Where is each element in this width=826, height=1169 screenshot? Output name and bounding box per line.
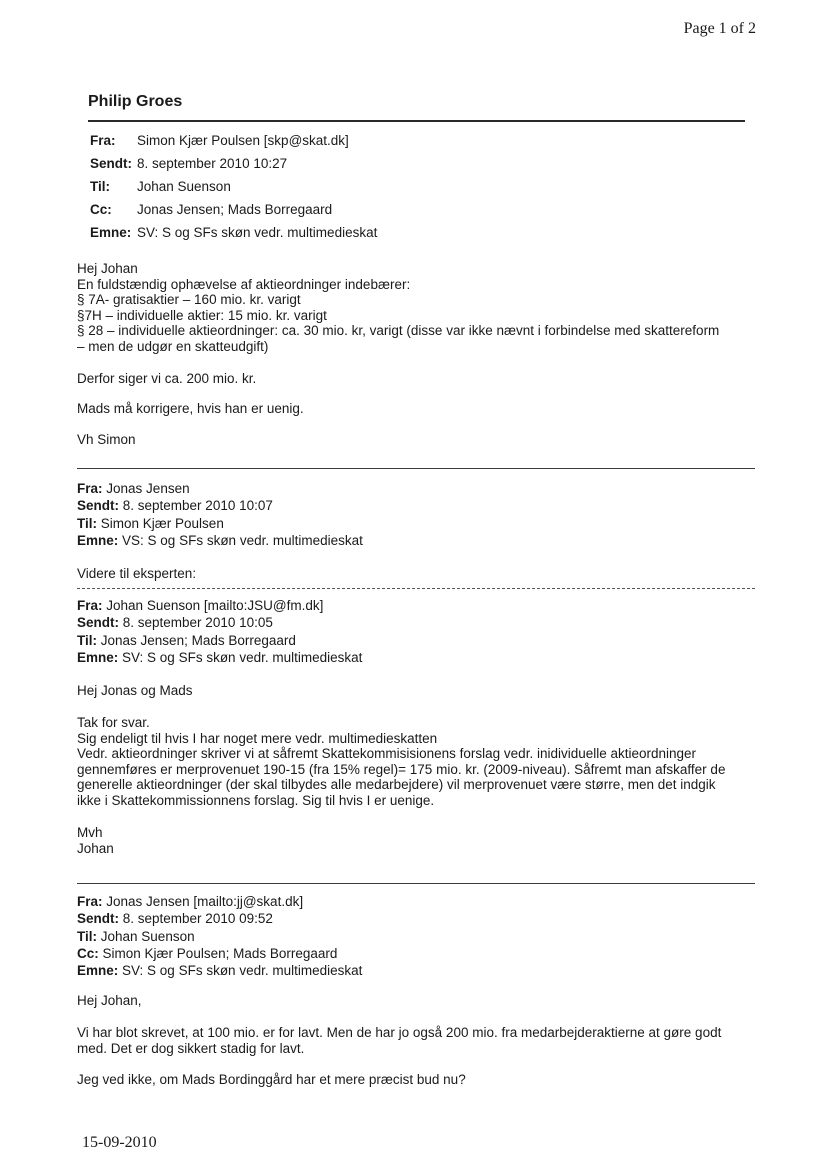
message3-signoff — [77, 825, 757, 856]
message-divider — [77, 468, 755, 469]
message3-headers — [77, 597, 362, 666]
header-key: Til: — [77, 515, 97, 531]
body-line: gennemføres er merprovenuet 190-15 (fra 15% regel)= 175 mio. kr. (2009-niveau). Såfremt man afskaffer de — [77, 761, 726, 777]
sender-mailto-link[interactable]: Johan Suenson [mailto:JSU@fm.dk] — [106, 598, 324, 613]
header-value: Jonas Jensen; Mads Borregaard — [137, 202, 333, 217]
message-divider — [77, 883, 755, 884]
header-key: Til: — [77, 632, 97, 648]
message1-para2: Derfor siger vi ca. 200 mio. kr. — [77, 371, 257, 386]
header-value: Simon Kjær Poulsen; Mads Borregaard — [102, 945, 338, 961]
header-row-to — [90, 175, 377, 198]
footer-date: 15-09-2010 — [82, 1134, 157, 1151]
header-value: SV: S og SFs skøn vedr. multimedieskat — [137, 225, 378, 240]
body-line: Hej Johan — [77, 261, 138, 276]
header-row-from — [77, 480, 363, 497]
name-divider — [88, 120, 745, 122]
header-value: Johan Suenson — [100, 928, 195, 944]
body-line: generelle aktieordninger (der skal tilbydes alle medarbejdere) vil merprovenuet være større, men det indgik — [77, 777, 716, 792]
message1-headers — [90, 129, 377, 244]
header-key: Fra: — [77, 481, 103, 496]
header-key: Emne: — [77, 532, 119, 548]
header-row-subject — [77, 532, 363, 549]
header-key: Til: — [90, 179, 110, 194]
header-row-sent — [77, 910, 362, 927]
header-row-to — [77, 928, 362, 945]
header-row-to — [77, 515, 363, 532]
message4-greeting: Hej Johan, — [77, 993, 142, 1008]
recipient-name: Philip Groes — [88, 93, 183, 110]
body-line: §7H – individuelle aktier: 15 mio. kr. varigt — [77, 307, 327, 323]
message4-body — [77, 1025, 757, 1056]
header-value: SV: S og SFs skøn vedr. multimedieskat — [122, 963, 363, 979]
message2-body: Videre til eksperten: — [77, 566, 197, 581]
header-row-to — [77, 632, 362, 649]
signoff-line: Johan — [77, 840, 114, 856]
header-key: Sendt: — [77, 615, 119, 631]
body-line: Vedr. aktieordninger skriver vi at såfremt Skattekommisisionens forslag vedr. inidividuelle aktieordninger — [77, 746, 697, 761]
header-row-sent — [90, 152, 377, 175]
header-key: Sendt: — [90, 156, 132, 171]
header-key: Cc: — [77, 945, 99, 961]
header-value: 8. september 2010 09:52 — [122, 911, 273, 927]
body-line: Tak for svar. — [77, 715, 150, 730]
header-key: Til: — [77, 928, 97, 944]
header-key: Emne: — [77, 963, 119, 979]
header-row-sent — [77, 614, 362, 631]
body-line: En fuldstændig ophævelse af aktieordninger indebærer: — [77, 276, 411, 292]
message4-headers — [77, 893, 362, 979]
header-row-from — [77, 597, 362, 614]
header-row-from — [77, 893, 362, 910]
body-line: § 28 – individuelle aktieordninger: ca. 30 mio. kr, varigt (disse var ikke nævnt i forbindelse med skattereform — [77, 323, 720, 338]
signoff-line: Mvh — [77, 825, 103, 840]
message-divider — [77, 588, 755, 589]
header-key: Fra: — [77, 894, 103, 909]
body-line: § 7A- gratisaktier – 160 mio. kr. varigt — [77, 292, 301, 307]
header-key: Fra: — [77, 598, 103, 613]
message2-headers — [77, 480, 363, 549]
header-row-from — [90, 129, 377, 152]
message1-body — [77, 261, 757, 354]
sender-email[interactable]: Simon Kjær Poulsen [skp@skat.dk] — [137, 133, 349, 148]
header-value: SV: S og SFs skøn vedr. multimedieskat — [122, 649, 363, 665]
header-key: Emne: — [77, 649, 119, 665]
message1-signoff: Vh Simon — [77, 432, 136, 447]
body-line: med. Det er dog sikkert stadig for lavt. — [77, 1040, 305, 1056]
header-value: VS: S og SFs skøn vedr. multimedieskat — [122, 532, 363, 548]
header-value: Johan Suenson — [137, 179, 231, 194]
header-key: Sendt: — [77, 911, 119, 927]
header-row-cc — [77, 945, 362, 962]
body-line: – men de udgør en skatteudgift) — [77, 338, 269, 354]
header-row-subject — [77, 649, 362, 666]
header-key: Sendt: — [77, 498, 119, 514]
message3-body — [77, 715, 757, 808]
header-row-sent — [77, 497, 363, 514]
header-value: Simon Kjær Poulsen — [100, 515, 224, 531]
header-row-cc — [90, 198, 377, 221]
header-row-subject — [77, 962, 362, 979]
header-key: Emne: — [90, 225, 132, 240]
body-line: Vi har blot skrevet, at 100 mio. er for lavt. Men de har jo også 200 mio. fra medarbejderaktierne at gøre godt — [77, 1025, 722, 1040]
header-key: Cc: — [90, 202, 112, 217]
body-line: ikke i Skattekommissionnens forslag. Sig til hvis I er uenige. — [77, 792, 435, 808]
message4-para2: Jeg ved ikke, om Mads Bordinggård har et mere præcist bud nu? — [77, 1072, 466, 1087]
body-line: Sig endeligt til hvis I har noget mere vedr. multimedieskatten — [77, 730, 438, 746]
sender-mailto-link[interactable]: Jonas Jensen [mailto:jj@skat.dk] — [106, 894, 304, 909]
message3-greeting: Hej Jonas og Mads — [77, 683, 193, 698]
header-value: 8. september 2010 10:07 — [122, 498, 273, 514]
header-value: 8. september 2010 10:27 — [137, 156, 288, 171]
message1-para3: Mads må korrigere, hvis han er uenig. — [77, 401, 304, 416]
header-value: Jonas Jensen; Mads Borregaard — [100, 632, 296, 648]
header-row-subject — [90, 221, 377, 244]
header-key: Fra: — [90, 133, 116, 148]
header-value: Jonas Jensen — [106, 481, 190, 496]
page-number: Page 1 of 2 — [683, 20, 756, 37]
header-value: 8. september 2010 10:05 — [122, 615, 273, 631]
